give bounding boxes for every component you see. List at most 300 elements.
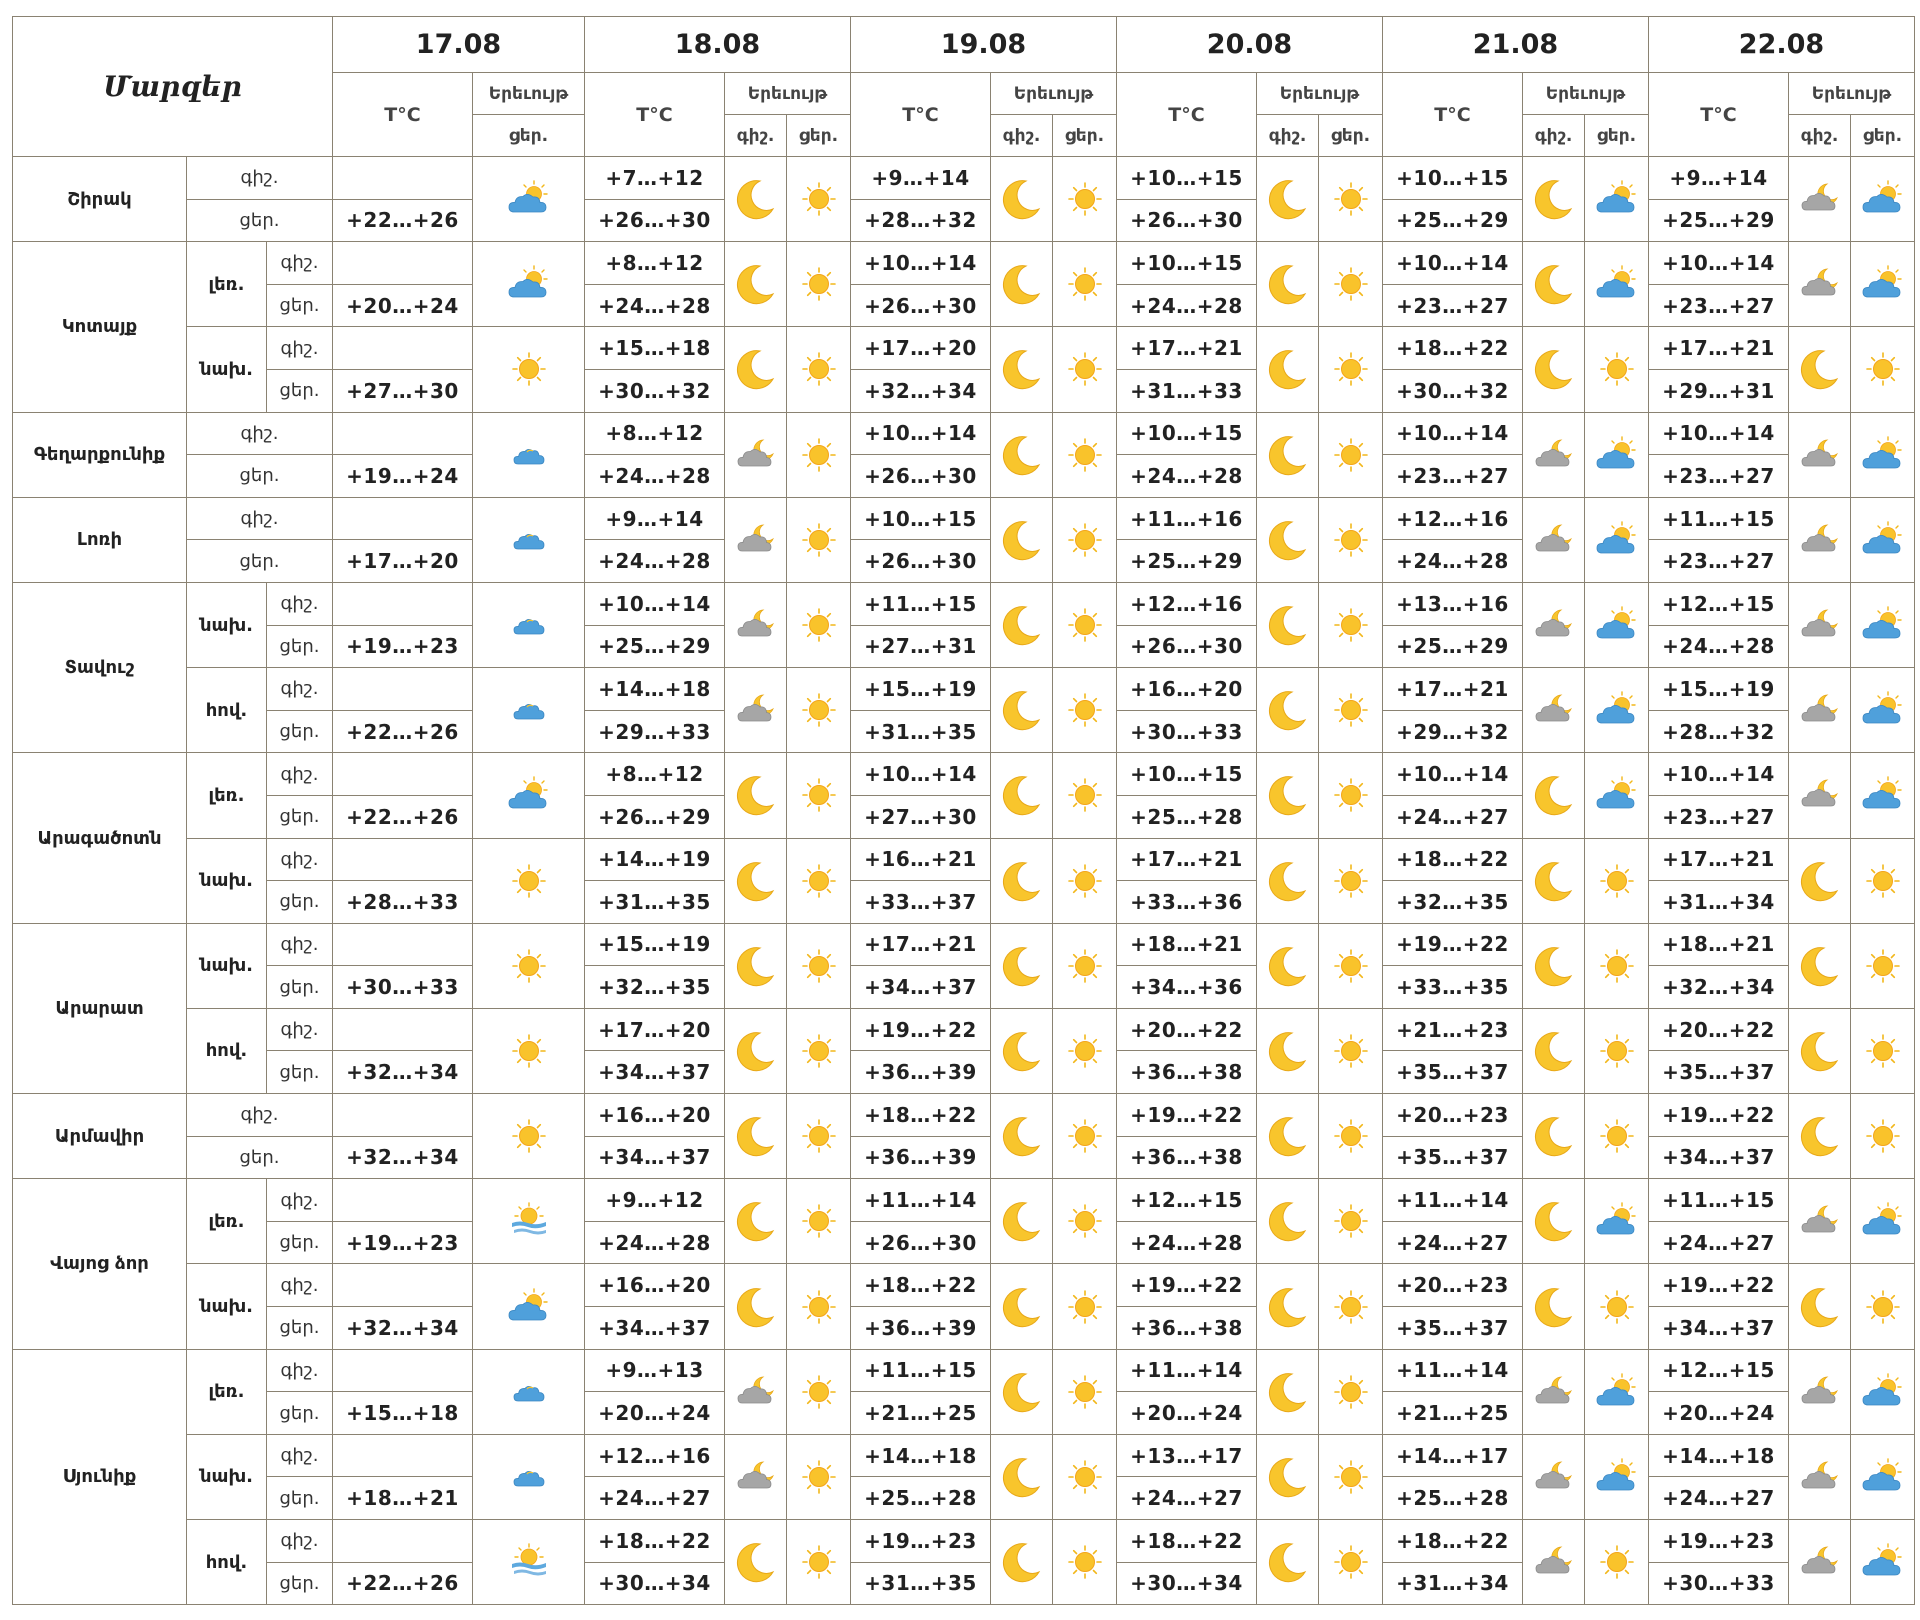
weather-icon-cell: [1789, 497, 1851, 582]
cloud-icon: [473, 604, 584, 646]
cloudy-moon-icon: [1523, 1371, 1584, 1413]
weather-icon-cell: [1851, 327, 1915, 412]
partly-cloudy-sun-icon: [1851, 1200, 1914, 1242]
subzone-name: լեռ.: [187, 753, 267, 838]
weather-icon-cell: [787, 1349, 851, 1434]
phenomenon-header: Երեւույթ: [1523, 73, 1649, 115]
subzone-name: լեռ.: [187, 1179, 267, 1264]
partly-cloudy-sun-icon: [473, 774, 584, 816]
moon-icon: [1257, 774, 1318, 816]
day-temperature: +24…+28: [585, 455, 725, 498]
day-temperature: +19…+23: [333, 625, 473, 668]
cloud-icon: [473, 1371, 584, 1413]
weather-icon-cell: [991, 1179, 1053, 1264]
date-header: 21.08: [1383, 17, 1649, 73]
day-temperature: +35…+37: [1649, 1051, 1789, 1094]
night-temperature: +14…+18: [1649, 1434, 1789, 1477]
weather-icon-cell: [787, 668, 851, 753]
moon-icon: [1789, 1286, 1850, 1328]
day-temperature: +19…+23: [333, 1221, 473, 1264]
partly-cloudy-sun-icon: [1851, 263, 1914, 305]
sun-icon: [1053, 1456, 1116, 1498]
weather-icon-cell: [1851, 838, 1915, 923]
sun-icon: [1851, 1115, 1914, 1157]
weather-icon-cell: [1319, 1349, 1383, 1434]
forecast-table: [12, 16, 1915, 1605]
night-temperature: +10…+15: [1383, 157, 1523, 200]
weather-icon-cell: [1585, 1434, 1649, 1519]
moon-icon: [725, 1115, 786, 1157]
cloudy-moon-icon: [725, 1371, 786, 1413]
sun-icon: [1319, 519, 1382, 561]
night-temperature: +10…+14: [1383, 242, 1523, 285]
moon-icon: [1523, 348, 1584, 390]
sun-icon: [1851, 1286, 1914, 1328]
moon-icon: [725, 1200, 786, 1242]
weather-icon-cell: [1585, 1094, 1649, 1179]
sun-icon: [1319, 434, 1382, 476]
weather-icon-cell: [473, 412, 585, 497]
day-label: ցեր.: [267, 1221, 333, 1264]
weather-icon-cell: [991, 668, 1053, 753]
weather-icon-cell: [1789, 1008, 1851, 1093]
day-temperature: +25…+29: [1383, 625, 1523, 668]
cloudy-moon-icon: [1789, 1200, 1850, 1242]
day-label: ցեր.: [187, 455, 333, 498]
sun-icon: [1585, 1030, 1648, 1072]
sun-icon: [1319, 1541, 1382, 1583]
weather-icon-cell: [991, 327, 1053, 412]
weather-icon-cell: [1053, 1179, 1117, 1264]
night-temperature: +17…+21: [1649, 838, 1789, 881]
night-temperature: [333, 838, 473, 881]
day-temperature: +35…+37: [1383, 1051, 1523, 1094]
moon-icon: [1257, 1541, 1318, 1583]
weather-icon-cell: [1257, 582, 1319, 667]
night-label: գիշ.: [267, 668, 333, 711]
night-temperature: +18…+21: [1649, 923, 1789, 966]
day-temperature: +29…+32: [1383, 710, 1523, 753]
cloudy-moon-icon: [1789, 519, 1850, 561]
weather-icon-cell: [1585, 1179, 1649, 1264]
sun-icon: [1585, 860, 1648, 902]
cloudy-moon-icon: [1523, 434, 1584, 476]
day-temperature: +31…+34: [1383, 1562, 1523, 1605]
weather-icon-cell: [473, 157, 585, 242]
moon-icon: [725, 348, 786, 390]
day-label: ցեր.: [267, 710, 333, 753]
moon-icon: [991, 945, 1052, 987]
day-temperature: +22…+26: [333, 1562, 473, 1605]
day-temperature: +34…+37: [585, 1307, 725, 1350]
night-temperature: +12…+16: [1383, 497, 1523, 540]
night-temperature: +19…+22: [1649, 1264, 1789, 1307]
night-temperature: +19…+22: [1383, 923, 1523, 966]
day-temperature: +26…+29: [585, 795, 725, 838]
day-temperature: +24…+27: [1649, 1221, 1789, 1264]
temperature-header: T°C: [1117, 73, 1257, 157]
sun-icon: [1053, 1030, 1116, 1072]
moon-icon: [725, 774, 786, 816]
day-temperature: +24…+28: [585, 284, 725, 327]
weather-icon-cell: [1789, 1434, 1851, 1519]
weather-icon-cell: [1319, 157, 1383, 242]
night-temperature: +10…+14: [585, 582, 725, 625]
day-temperature: +36…+38: [1117, 1051, 1257, 1094]
night-temperature: +18…+22: [851, 1264, 991, 1307]
day-temperature: +25…+28: [1117, 795, 1257, 838]
night-temperature: +15…+19: [851, 668, 991, 711]
day-temperature: +36…+39: [851, 1307, 991, 1350]
sun-icon: [1319, 263, 1382, 305]
day-label: ցեր.: [187, 540, 333, 583]
sun-icon: [1053, 1115, 1116, 1157]
day-label: ցեր.: [267, 1307, 333, 1350]
weather-icon-cell: [473, 497, 585, 582]
date-header: 18.08: [585, 17, 851, 73]
day-temperature: +34…+37: [585, 1051, 725, 1094]
weather-icon-cell: [991, 838, 1053, 923]
day-temperature: +29…+33: [585, 710, 725, 753]
moon-icon: [1523, 945, 1584, 987]
weather-icon-cell: [1851, 242, 1915, 327]
sun-icon: [787, 689, 850, 731]
cloud-icon: [473, 1456, 584, 1498]
night-temperature: +11…+15: [851, 582, 991, 625]
weather-icon-cell: [787, 1434, 851, 1519]
day-temperature: +26…+30: [851, 284, 991, 327]
weather-icon-cell: [991, 1349, 1053, 1434]
night-temperature: +10…+15: [1117, 753, 1257, 796]
table-row: [13, 412, 1915, 455]
weather-icon-cell: [725, 668, 787, 753]
region-name: Գեղարքունիք: [13, 412, 187, 497]
table-row: [13, 1434, 1915, 1477]
moon-icon: [1257, 689, 1318, 731]
sun-icon: [1053, 774, 1116, 816]
day-header: ցեր.: [1851, 115, 1915, 157]
night-header: գիշ.: [1257, 115, 1319, 157]
sun-icon: [1319, 1286, 1382, 1328]
sun-icon: [787, 1541, 850, 1583]
night-temperature: +18…+22: [1383, 838, 1523, 881]
weather-icon-cell: [725, 1094, 787, 1179]
day-label: ցեր.: [267, 284, 333, 327]
day-temperature: +32…+34: [333, 1307, 473, 1350]
night-label: գիշ.: [187, 412, 333, 455]
sun-icon: [787, 860, 850, 902]
sun-icon: [1319, 1371, 1382, 1413]
cloudy-moon-icon: [1523, 689, 1584, 731]
day-temperature: +20…+24: [585, 1392, 725, 1435]
partly-cloudy-sun-icon: [1585, 604, 1648, 646]
day-temperature: +32…+34: [1649, 966, 1789, 1009]
night-label: գիշ.: [267, 1008, 333, 1051]
sun-icon: [1053, 1200, 1116, 1242]
day-temperature: +22…+26: [333, 710, 473, 753]
day-temperature: +27…+30: [851, 795, 991, 838]
weather-icon-cell: [1319, 923, 1383, 1008]
day-temperature: +25…+29: [585, 625, 725, 668]
day-label: ցեր.: [267, 1477, 333, 1520]
day-temperature: +17…+20: [333, 540, 473, 583]
day-temperature: +32…+34: [333, 1051, 473, 1094]
sun-icon: [787, 774, 850, 816]
weather-icon-cell: [473, 923, 585, 1008]
weather-icon-cell: [1053, 923, 1117, 1008]
sun-icon: [1851, 860, 1914, 902]
weather-icon-cell: [1053, 242, 1117, 327]
weather-icon-cell: [1053, 668, 1117, 753]
partly-cloudy-sun-icon: [473, 263, 584, 305]
partly-cloudy-sun-icon: [1851, 1541, 1914, 1583]
night-temperature: +19…+22: [1117, 1264, 1257, 1307]
day-temperature: +30…+33: [333, 966, 473, 1009]
weather-icon-cell: [1523, 753, 1585, 838]
weather-icon-cell: [1257, 327, 1319, 412]
partly-cloudy-sun-icon: [1851, 178, 1914, 220]
moon-icon: [1789, 1115, 1850, 1157]
weather-icon-cell: [473, 1179, 585, 1264]
night-temperature: +14…+17: [1383, 1434, 1523, 1477]
phenomenon-header: Երեւույթ: [473, 73, 585, 115]
weather-icon-cell: [1319, 1434, 1383, 1519]
table-row: [13, 838, 1915, 881]
night-temperature: +18…+22: [1383, 327, 1523, 370]
moon-icon: [1257, 1030, 1318, 1072]
weather-icon-cell: [725, 838, 787, 923]
weather-icon-cell: [1789, 1264, 1851, 1349]
night-header: գիշ.: [991, 115, 1053, 157]
day-temperature: +20…+24: [1649, 1392, 1789, 1435]
weather-icon-cell: [787, 242, 851, 327]
weather-icon-cell: [1523, 1434, 1585, 1519]
weather-icon-cell: [787, 838, 851, 923]
sun-icon: [787, 1030, 850, 1072]
night-temperature: [333, 412, 473, 455]
moon-icon: [1789, 945, 1850, 987]
day-label: ցեր.: [267, 795, 333, 838]
day-temperature: +35…+37: [1383, 1136, 1523, 1179]
subzone-name: լեռ.: [187, 242, 267, 327]
cloudy-moon-icon: [725, 604, 786, 646]
day-temperature: +24…+28: [1117, 455, 1257, 498]
day-temperature: +26…+30: [851, 455, 991, 498]
weather-icon-cell: [1789, 1094, 1851, 1179]
day-temperature: +33…+35: [1383, 966, 1523, 1009]
night-temperature: +10…+14: [851, 242, 991, 285]
weather-icon-cell: [1851, 1008, 1915, 1093]
day-label: ցեր.: [267, 966, 333, 1009]
weather-icon-cell: [1523, 242, 1585, 327]
moon-icon: [991, 178, 1052, 220]
night-temperature: +17…+21: [851, 923, 991, 966]
sun-icon: [473, 1115, 584, 1157]
table-row: [13, 582, 1915, 625]
moon-icon: [1257, 348, 1318, 390]
day-temperature: +36…+39: [851, 1051, 991, 1094]
day-temperature: +29…+31: [1649, 369, 1789, 412]
weather-icon-cell: [473, 1434, 585, 1519]
partly-cloudy-sun-icon: [1585, 1371, 1648, 1413]
moon-icon: [991, 519, 1052, 561]
night-temperature: +10…+15: [1117, 242, 1257, 285]
moon-icon: [1257, 1371, 1318, 1413]
night-label: գիշ.: [267, 327, 333, 370]
night-temperature: +15…+19: [585, 923, 725, 966]
subzone-name: հով.: [187, 1008, 267, 1093]
weather-icon-cell: [1319, 1179, 1383, 1264]
day-temperature: +30…+34: [585, 1562, 725, 1605]
weather-icon-cell: [473, 327, 585, 412]
night-temperature: +11…+14: [1383, 1179, 1523, 1222]
weather-icon-cell: [725, 1520, 787, 1605]
day-temperature: +28…+33: [333, 881, 473, 924]
cloudy-moon-icon: [1789, 1456, 1850, 1498]
weather-icon-cell: [787, 923, 851, 1008]
sun-icon: [1319, 178, 1382, 220]
weather-icon-cell: [1053, 753, 1117, 838]
day-temperature: +23…+27: [1649, 455, 1789, 498]
cloudy-moon-icon: [1789, 604, 1850, 646]
weather-icon-cell: [787, 157, 851, 242]
day-temperature: +24…+28: [1649, 625, 1789, 668]
moon-icon: [1257, 1115, 1318, 1157]
weather-icon-cell: [1789, 753, 1851, 838]
moon-icon: [1257, 178, 1318, 220]
sun-icon: [1053, 348, 1116, 390]
weather-icon-cell: [1789, 838, 1851, 923]
table-row: [13, 157, 1915, 200]
sun-icon: [1053, 1541, 1116, 1583]
night-label: գիշ.: [267, 753, 333, 796]
cloudy-moon-icon: [1789, 178, 1850, 220]
subzone-name: նախ.: [187, 327, 267, 412]
night-temperature: +10…+14: [851, 753, 991, 796]
moon-icon: [1257, 1200, 1318, 1242]
table-row: [13, 242, 1915, 285]
region-name: Սյունիք: [13, 1349, 187, 1605]
region-name: Լոռի: [13, 497, 187, 582]
weather-icon-cell: [991, 582, 1053, 667]
day-label: ցեր.: [267, 1051, 333, 1094]
day-temperature: +34…+37: [1649, 1136, 1789, 1179]
day-temperature: +32…+35: [1383, 881, 1523, 924]
moon-icon: [1257, 1286, 1318, 1328]
sun-icon: [1851, 348, 1914, 390]
night-temperature: +14…+18: [851, 1434, 991, 1477]
day-header: ցեր.: [787, 115, 851, 157]
region-name: Շիրակ: [13, 157, 187, 242]
region-name: Վայոց ձոր: [13, 1179, 187, 1349]
night-temperature: +16…+20: [585, 1264, 725, 1307]
region-name: Արարատ: [13, 923, 187, 1093]
weather-icon-cell: [725, 157, 787, 242]
moon-icon: [1257, 1456, 1318, 1498]
weather-icon-cell: [1789, 923, 1851, 1008]
weather-icon-cell: [1257, 1264, 1319, 1349]
night-temperature: +19…+22: [1649, 1094, 1789, 1137]
weather-icon-cell: [1319, 838, 1383, 923]
weather-icon-cell: [1585, 1520, 1649, 1605]
day-temperature: +21…+25: [851, 1392, 991, 1435]
partly-cloudy-sun-icon: [1585, 689, 1648, 731]
cloudy-moon-icon: [1789, 1371, 1850, 1413]
phenomenon-header: Երեւույթ: [725, 73, 851, 115]
weather-icon-cell: [1585, 1008, 1649, 1093]
sun-icon: [787, 1115, 850, 1157]
weather-icon-cell: [1053, 1094, 1117, 1179]
weather-icon-cell: [991, 157, 1053, 242]
night-temperature: +11…+14: [1117, 1349, 1257, 1392]
night-label: գիշ.: [267, 1349, 333, 1392]
day-temperature: +34…+37: [1649, 1307, 1789, 1350]
weather-icon-cell: [1851, 582, 1915, 667]
weather-icon-cell: [1257, 497, 1319, 582]
moon-icon: [1523, 1115, 1584, 1157]
moon-icon: [991, 1115, 1052, 1157]
weather-icon-cell: [991, 1094, 1053, 1179]
weather-icon-cell: [1257, 412, 1319, 497]
night-temperature: +17…+21: [1117, 327, 1257, 370]
sun-icon: [1053, 1371, 1116, 1413]
moon-icon: [1257, 519, 1318, 561]
night-temperature: [333, 1520, 473, 1563]
weather-icon-cell: [1053, 582, 1117, 667]
day-temperature: +30…+32: [585, 369, 725, 412]
night-temperature: [333, 497, 473, 540]
weather-icon-cell: [1851, 668, 1915, 753]
day-temperature: +34…+36: [1117, 966, 1257, 1009]
sun-icon: [1585, 945, 1648, 987]
partly-cloudy-sun-icon: [1851, 434, 1914, 476]
weather-icon-cell: [1523, 1264, 1585, 1349]
night-temperature: +10…+14: [1649, 412, 1789, 455]
weather-icon-cell: [1257, 1349, 1319, 1434]
weather-icon-cell: [725, 412, 787, 497]
weather-icon-cell: [1789, 412, 1851, 497]
weather-icon-cell: [991, 412, 1053, 497]
moon-icon: [991, 1200, 1052, 1242]
weather-icon-cell: [1851, 1520, 1915, 1605]
sun-icon: [787, 178, 850, 220]
night-temperature: +11…+15: [1649, 1179, 1789, 1222]
night-temperature: +19…+23: [851, 1520, 991, 1563]
night-label: գիշ.: [267, 242, 333, 285]
weather-icon-cell: [1851, 1094, 1915, 1179]
temperature-header: T°C: [585, 73, 725, 157]
day-temperature: +20…+24: [1117, 1392, 1257, 1435]
weather-icon-cell: [991, 1008, 1053, 1093]
sun-icon: [787, 519, 850, 561]
weather-icon-cell: [725, 1264, 787, 1349]
night-temperature: [333, 1008, 473, 1051]
table-row: [13, 753, 1915, 796]
day-temperature: +24…+28: [585, 540, 725, 583]
weather-icon-cell: [1257, 923, 1319, 1008]
sun-icon: [787, 604, 850, 646]
night-label: գիշ.: [267, 1264, 333, 1307]
sun-icon: [1319, 348, 1382, 390]
night-temperature: +8…+12: [585, 753, 725, 796]
moon-icon: [991, 1286, 1052, 1328]
weather-icon-cell: [1257, 242, 1319, 327]
weather-icon-cell: [1789, 157, 1851, 242]
weather-icon-cell: [1523, 497, 1585, 582]
day-temperature: +24…+27: [1649, 1477, 1789, 1520]
day-temperature: +30…+34: [1117, 1562, 1257, 1605]
weather-icon-cell: [1851, 1179, 1915, 1264]
